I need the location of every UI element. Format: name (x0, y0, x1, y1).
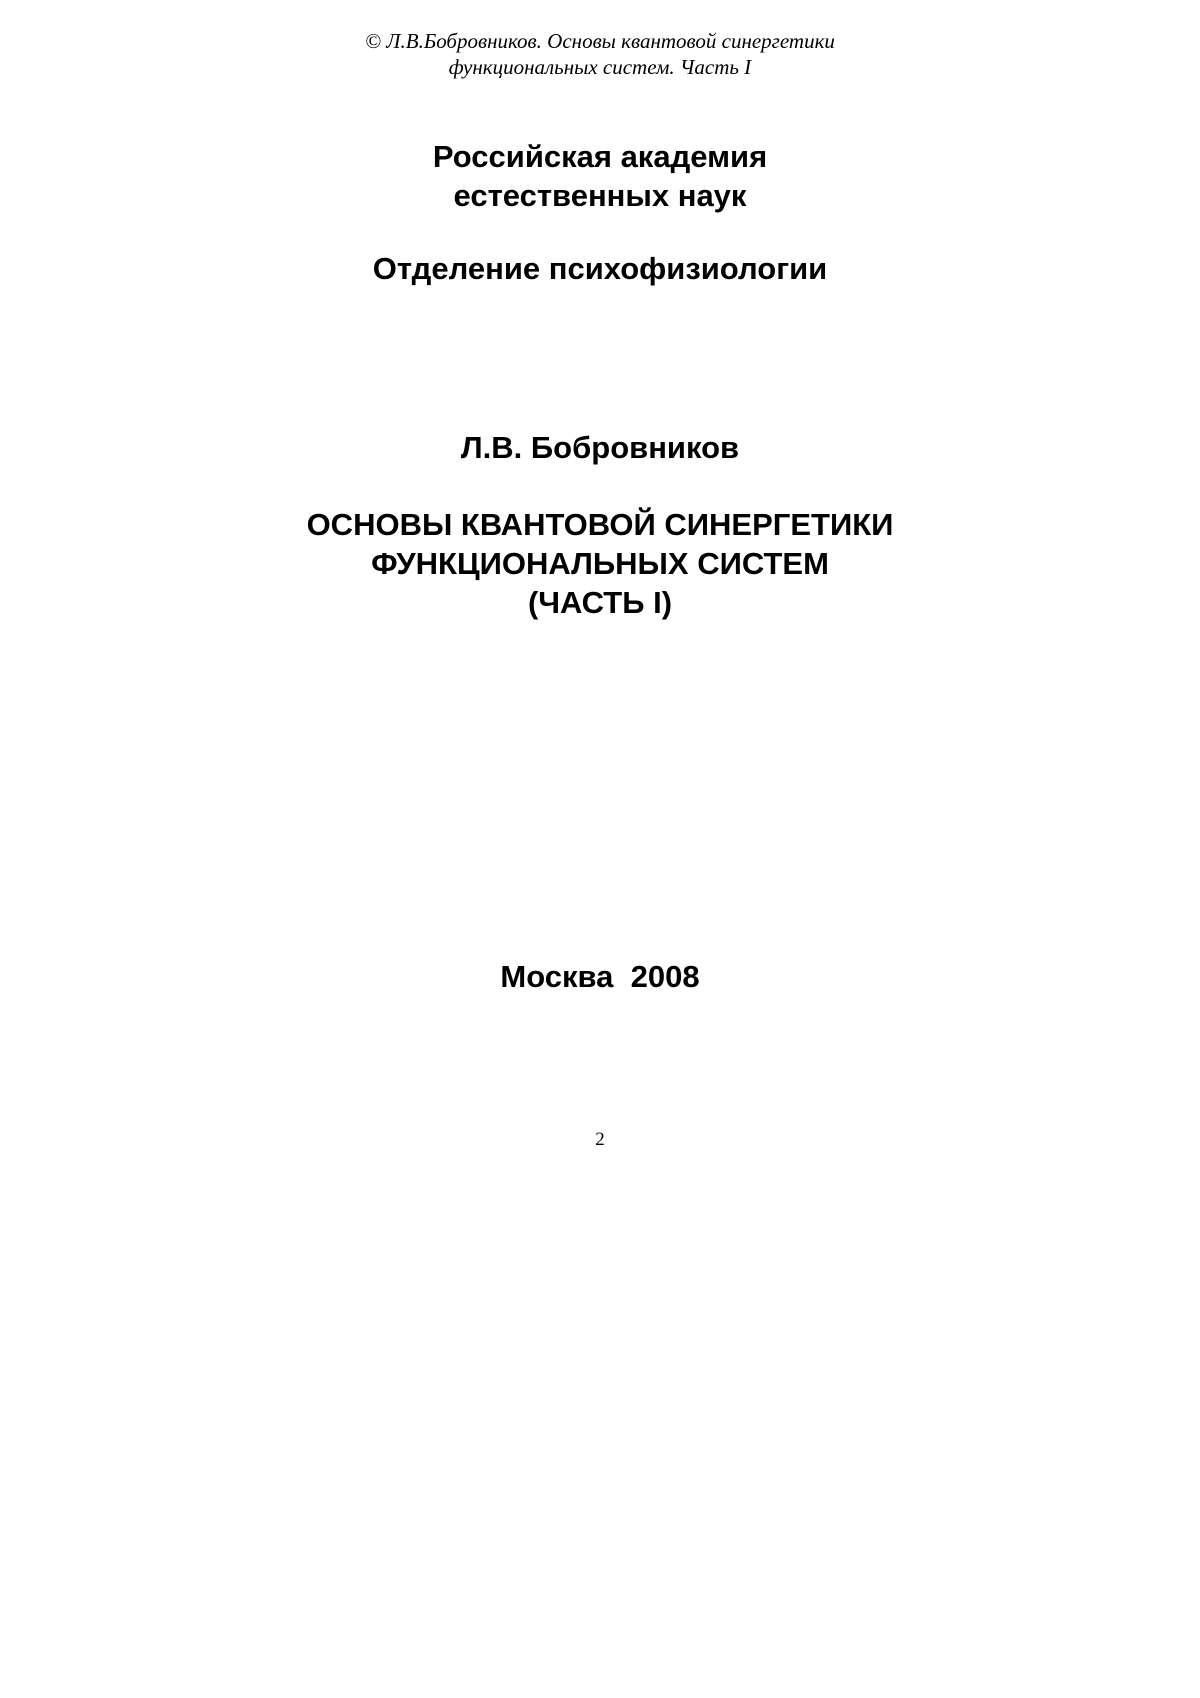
book-title-line-2: ФУНКЦИОНАЛЬНЫХ СИСТЕМ (371, 546, 829, 581)
book-title-line-1: ОСНОВЫ КВАНТОВОЙ СИНЕРГЕТИКИ (306, 507, 894, 542)
running-header (0, 28, 1200, 80)
running-header-line-1: © Л.В.Бобровников. Основы квантовой синергетики (365, 29, 835, 53)
department-name: Отделение психофизиологии (372, 251, 828, 286)
page-number: 2 (595, 1129, 605, 1150)
running-header-line-2: функциональных систем. Часть I (448, 55, 752, 79)
author-name: Л.В. Бобровников (460, 430, 740, 465)
organization-name-line-2: естественных наук (453, 178, 747, 213)
organization-name (0, 137, 1200, 215)
book-title-line-3: (ЧАСТЬ I) (527, 585, 673, 620)
organization-name-line-1: Российская академия (432, 139, 768, 174)
book-title (0, 505, 1200, 622)
publication-place-year: Москва 2008 (500, 959, 700, 994)
